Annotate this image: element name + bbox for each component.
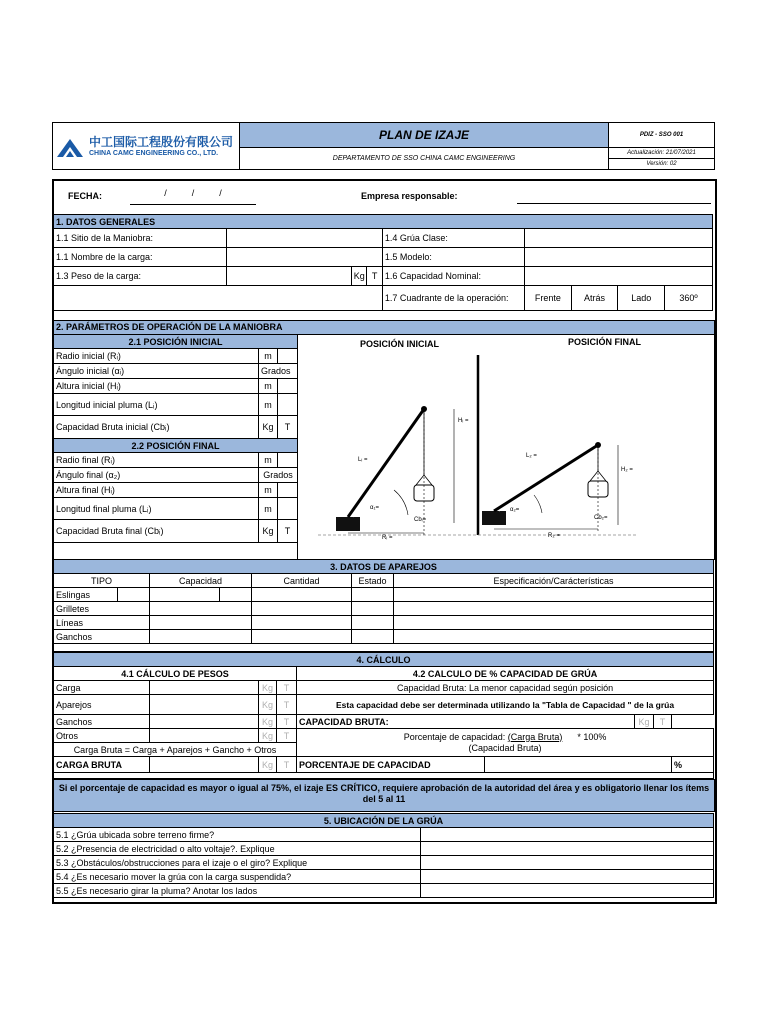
porc-100: * 100%	[577, 731, 607, 742]
a-5-3[interactable]	[421, 856, 714, 870]
label-a1: α₁=	[370, 505, 379, 511]
a-5-4[interactable]	[421, 870, 714, 884]
label-cbi: Cbᵢ=	[414, 517, 427, 523]
row-grilletes: Grilletes	[54, 602, 150, 616]
section-1	[53, 214, 713, 311]
radio-fin-input[interactable]	[278, 453, 298, 468]
label-rf: R₂ =	[548, 533, 560, 539]
modelo-label: 1.5 Modelo:	[382, 248, 524, 267]
atras-option[interactable]: Atrás	[571, 286, 618, 311]
otros-label: Otros	[54, 729, 150, 743]
spacer-row	[54, 644, 714, 652]
update-version	[609, 148, 715, 170]
altura-ini-label: Altura inicial (Hᵢ)	[54, 379, 259, 394]
carga-input[interactable]	[150, 681, 259, 695]
capacidad-bruta-label: CAPACIDAD BRUTA:	[297, 715, 635, 729]
q-5-3: 5.3 ¿Obstáculos/obstrucciones para el izaje o el giro? Explique	[54, 856, 421, 870]
row-ganchos: Ganchos	[54, 630, 150, 644]
angulo-fin-label: Ángulo final (α₂)	[54, 468, 259, 483]
radio-ini-input[interactable]	[278, 349, 298, 364]
cb-ini-kg: Kg	[259, 416, 278, 439]
blank-cell	[54, 286, 383, 311]
eslingas-esp[interactable]	[394, 588, 714, 602]
altura-fin-input[interactable]	[278, 483, 298, 498]
porcentaje-formula	[297, 729, 714, 757]
q-5-5: 5.5 ¿Es necesario girar la pluma? Anotar los lados	[54, 884, 421, 898]
doc-code: PDIZ - SSO 001	[609, 123, 715, 148]
capacidad-input[interactable]	[525, 267, 713, 286]
pos-fin-title: 2.2 POSICIÓN FINAL	[54, 439, 298, 453]
nombre-input[interactable]	[227, 248, 383, 267]
eslingas-cell[interactable]	[118, 588, 150, 602]
diagram-pos-ini: POSICIÓN INICIAL	[360, 339, 440, 349]
peso-kg: Kg	[351, 267, 367, 286]
cb-ini-t: T	[278, 416, 298, 439]
capacidad-label: 1.6 Capacidad Nominal:	[382, 267, 524, 286]
longitud-fin-input[interactable]	[278, 498, 298, 520]
radio-fin-label: Radio final (Rᵢ)	[54, 453, 259, 468]
nombre-label: 1.1 Nombre de la carga:	[54, 248, 227, 267]
angulo-ini-label: Ángulo inicial (αᵢ)	[54, 364, 259, 379]
fecha-label: FECHA:	[68, 191, 102, 201]
carga-t: T	[277, 681, 297, 695]
logo-en: CHINA CAMC ENGINEERING CO., LTD.	[89, 149, 219, 157]
section-3-title: 3. DATOS DE APAREJOS	[54, 560, 714, 574]
grilletes-cant[interactable]	[252, 602, 352, 616]
label-a2: α₂=	[510, 507, 520, 513]
section-3	[53, 559, 714, 652]
porc-text: Porcentaje de capacidad:	[403, 731, 508, 742]
altura-fin-unit: m	[259, 483, 278, 498]
lado-option[interactable]: Lado	[618, 286, 665, 311]
ganchos-estado[interactable]	[352, 630, 394, 644]
sitio-input[interactable]	[227, 229, 383, 248]
crane-diagram	[297, 334, 715, 560]
header-table	[52, 122, 715, 170]
col-capacidad: Capacidad	[150, 574, 252, 588]
ganchos-input[interactable]	[150, 715, 259, 729]
otros-t: T	[277, 729, 297, 743]
col-cantidad: Cantidad	[252, 574, 352, 588]
carga-bruta-kg: Kg	[259, 757, 277, 773]
eslingas-estado[interactable]	[352, 588, 394, 602]
radio-ini-unit: m	[259, 349, 278, 364]
longitud-fin-unit: m	[259, 498, 278, 520]
ganchos-kg: Kg	[259, 715, 277, 729]
section-5-title: 5. UBICACIÓN DE LA GRÚA	[54, 814, 714, 828]
ganchos-cant[interactable]	[252, 630, 352, 644]
carga-bruta-label: CARGA BRUTA	[54, 757, 150, 773]
calc-pesos-title: 4.1 CÁLCULO DE PESOS	[54, 667, 297, 681]
logo-cell	[53, 123, 240, 170]
longitud-ini-label: Longitud inicial pluma (Lᵢ)	[54, 394, 259, 416]
position-table	[53, 334, 298, 543]
cap-bruta-kg: Kg	[635, 715, 654, 729]
porc-den: (Capacidad Bruta)	[468, 742, 542, 753]
sitio-label: 1.1 Sitio de la Maniobra:	[54, 229, 227, 248]
pos-ini-title: 2.1 POSICIÓN INICIAL	[54, 335, 298, 349]
label-hi: Hᵢ =	[458, 418, 469, 424]
ganchos-esp[interactable]	[394, 630, 714, 644]
otros-kg: Kg	[259, 729, 277, 743]
grua-label: 1.4 Grúa Clase:	[382, 229, 524, 248]
col-especificacion: Especificación/Carácterísticas	[394, 574, 714, 588]
label-hf: H₂ =	[621, 467, 633, 473]
label-li: Lᵢ =	[358, 457, 368, 463]
eslingas-cap2[interactable]	[220, 588, 252, 602]
a-5-1[interactable]	[421, 828, 714, 842]
cb-ini-label: Capacidad Bruta inicial (Cbᵢ)	[54, 416, 259, 439]
eslingas-cant[interactable]	[252, 588, 352, 602]
ganchos-label: Ganchos	[54, 715, 150, 729]
longitud-fin-label: Longitud final pluma (Lᵢ)	[54, 498, 259, 520]
q-5-1: 5.1 ¿Grúa ubicada sobre terreno firme?	[54, 828, 421, 842]
peso-input[interactable]	[227, 267, 352, 286]
section-5	[53, 813, 714, 898]
altura-fin-label: Altura final (Hᵢ)	[54, 483, 259, 498]
peso-label: 1.3 Peso de la carga:	[54, 267, 227, 286]
a-5-2[interactable]	[421, 842, 714, 856]
lineas-estado[interactable]	[352, 616, 394, 630]
radio-fin-unit: m	[259, 453, 278, 468]
aparejos-kg: Kg	[259, 695, 277, 715]
porc-num: (Carga Bruta)	[507, 731, 563, 742]
lineas-cant[interactable]	[252, 616, 352, 630]
update-date: Actualización: 21/07/2021	[609, 148, 714, 159]
aparejos-input[interactable]	[150, 695, 259, 715]
section-4-title: 4. CÁLCULO	[54, 653, 714, 667]
carga-kg: Kg	[259, 681, 277, 695]
carga-bruta-t: T	[277, 757, 297, 773]
formula-carga-bruta: Carga Bruta = Carga + Aparejos + Gancho + Otros	[54, 743, 297, 757]
grilletes-cap[interactable]	[150, 602, 252, 616]
grua-input[interactable]	[525, 229, 713, 248]
label-lf: L₂ =	[526, 453, 537, 459]
cb-fin-label: Capacidad Bruta final (Cbᵢ)	[54, 520, 259, 543]
ganchos-cap[interactable]	[150, 630, 252, 644]
carga-bruta-input[interactable]	[150, 757, 259, 773]
logo-cn: 中工国际工程股份有限公司	[89, 134, 234, 149]
fecha-input[interactable]	[130, 188, 256, 205]
aparejos-label: Aparejos	[54, 695, 150, 715]
q-5-4: 5.4 ¿Es necesario mover la grúa con la carga suspendida?	[54, 870, 421, 884]
a-5-5[interactable]	[421, 884, 714, 898]
section-4	[53, 652, 714, 779]
cap-bruta-blank	[672, 715, 714, 729]
fecha-slashes: / / /	[164, 188, 222, 198]
department: DEPARTAMENTO DE SSO CHINA CAMC ENGINEERING	[240, 148, 609, 170]
cb-fin-t: T	[278, 520, 298, 543]
frente-option[interactable]: Frente	[525, 286, 572, 311]
radio-ini-label: Radio inicial (Rᵢ)	[54, 349, 259, 364]
calc-capacidad-title: 4.2 CALCULO DE % CAPACIDAD DE GRÚA	[297, 667, 714, 681]
360-option[interactable]: 360º	[665, 286, 713, 311]
longitud-ini-input[interactable]	[278, 394, 298, 416]
section-2-title: 2. PARÁMETROS DE OPERACIÓN DE LA MANIOBRA	[53, 320, 715, 335]
camc-logo-icon	[55, 133, 85, 159]
porcentaje-input[interactable]	[485, 757, 672, 773]
eslingas-cap[interactable]	[150, 588, 220, 602]
peso-t: T	[367, 267, 383, 286]
longitud-ini-unit: m	[259, 394, 278, 416]
row-eslingas: Eslingas	[54, 588, 118, 602]
aparejos-t: T	[277, 695, 297, 715]
esta-capacidad-note: Esta capacidad debe ser determinada utilizando la "Tabla de Capacidad " de la grúa	[297, 695, 714, 715]
carga-label: Carga	[54, 681, 150, 695]
angulo-ini-unit: Grados	[259, 364, 298, 379]
cb-fin-kg: Kg	[259, 520, 278, 543]
critical-warning: Si el porcentaje de capacidad es mayor o igual al 75%, el izaje ES CRÍTICO, requiere aprobación de la autoridad del área y es obligatorio llenar los ítems del 5 al 11	[53, 779, 715, 812]
cap-bruta-t: T	[654, 715, 672, 729]
cuadrante-label: 1.7 Cuadrante de la operación:	[382, 286, 524, 311]
section-1-title: 1. DATOS GENERALES	[54, 215, 713, 229]
doc-title: PLAN DE IZAJE	[240, 123, 609, 148]
porcentaje-label: PORCENTAJE DE CAPACIDAD	[297, 757, 485, 773]
version: Versión: 02	[646, 161, 677, 167]
grilletes-esp[interactable]	[394, 602, 714, 616]
crane-drawing	[298, 335, 714, 559]
col-estado: Estado	[352, 574, 394, 588]
label-ri: Rᵢ =	[382, 535, 393, 541]
grilletes-estado[interactable]	[352, 602, 394, 616]
lineas-cap[interactable]	[150, 616, 252, 630]
porcentaje-symbol: %	[672, 757, 714, 773]
otros-input[interactable]	[150, 729, 259, 743]
cap-bruta-menor: Capacidad Bruta: La menor capacidad según posición	[297, 681, 714, 695]
angulo-fin-unit: Grados	[259, 468, 298, 483]
ganchos-t: T	[277, 715, 297, 729]
q-5-2: 5.2 ¿Presencia de electricidad o alto voltaje?. Explique	[54, 842, 421, 856]
col-tipo: TIPO	[54, 574, 150, 588]
label-cbf: Cb₂=	[594, 515, 608, 521]
empresa-input[interactable]	[517, 203, 711, 204]
spacer-row-2	[54, 773, 714, 779]
empresa-label: Empresa responsable:	[361, 191, 458, 201]
lineas-esp[interactable]	[394, 616, 714, 630]
row-lineas: Líneas	[54, 616, 150, 630]
altura-ini-unit: m	[259, 379, 278, 394]
altura-ini-input[interactable]	[278, 379, 298, 394]
diagram-pos-fin: POSICIÓN FINAL	[568, 337, 642, 347]
modelo-input[interactable]	[525, 248, 713, 267]
